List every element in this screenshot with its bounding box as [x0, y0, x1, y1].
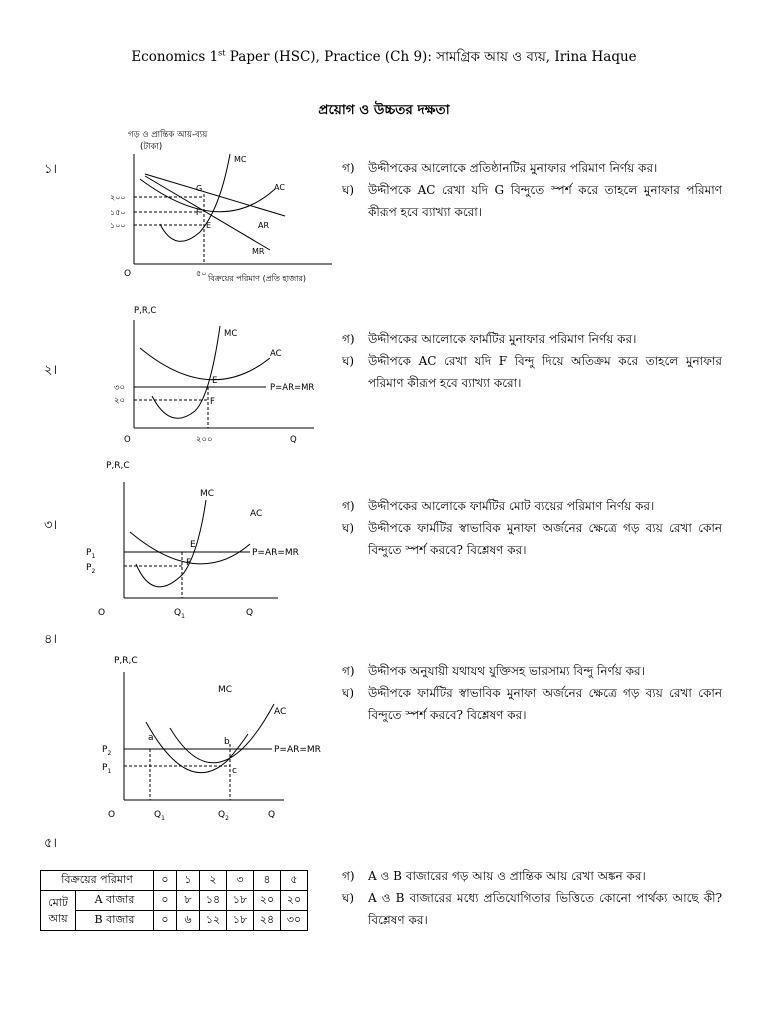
- q4-ac-curve: [170, 704, 274, 763]
- table-header-label: বিক্রয়ের পরিমাণ: [41, 871, 154, 891]
- q3-p1: $P_1$: [86, 548, 96, 560]
- q1-y-title-1: গড় ও প্রান্তিক আয়-ব্যয়: [128, 130, 208, 140]
- q2-origin: O: [124, 435, 131, 445]
- q4-p1: $P_1$: [102, 763, 112, 775]
- q1-y-tick-150: ১৫০: [110, 208, 126, 217]
- table-cell: ২০: [254, 891, 281, 911]
- q1-y-tick-100: ১০০: [110, 221, 126, 230]
- q4-label-mc: MC: [218, 685, 233, 695]
- q4-q1: $Q_1$: [154, 810, 165, 822]
- q1-origin: O: [124, 269, 132, 279]
- table-cell: ১৪: [200, 891, 227, 911]
- graph-q1: [100, 124, 340, 290]
- question-number-1: ১।: [44, 162, 58, 177]
- q5-item-gha-label: ঘ): [342, 891, 355, 905]
- q1-item-ga-text: উদ্দীপকের আলোকে প্রতিষ্ঠানটির মুনাফার পরিমাণ নির্ণয় কর।: [368, 161, 658, 175]
- title-part-1: Economics 1: [131, 49, 219, 65]
- q3-item-gha-text: উদ্দীপকে ফার্মটির স্বাভাবিক মুনাফা অর্জনের ক্ষেত্রে গড় ব্যয় রেখা কোন বিন্দুতে স্পর্শ করবে? বিশ্লেষণ কর।: [368, 521, 722, 557]
- q1-point-e: E: [206, 221, 212, 230]
- q1-item-gha-label: ঘ): [342, 183, 355, 197]
- q4-origin: O: [108, 810, 116, 820]
- question-number-5: ৫।: [44, 836, 58, 851]
- q1-label-mc: MC: [234, 155, 247, 164]
- q2-item-ga-label: গ): [342, 332, 355, 346]
- q3-item-ga-label: গ): [342, 499, 355, 513]
- question-1-items: [342, 157, 722, 223]
- q5-item-ga: [342, 865, 722, 887]
- table-cell: ১৮: [227, 891, 254, 911]
- q4-p2: $P_2$: [102, 745, 112, 757]
- q3-item-gha: [342, 517, 722, 561]
- table-cell: ০: [154, 911, 177, 931]
- q3-point-e: E: [190, 540, 196, 550]
- q5-item-gha-text: A ও B বাজারের মধ্যে প্রতিযোগিতার ভিত্তিতে কোনো পার্থক্য আছে কী? বিশ্লেষণ কর।: [368, 891, 722, 927]
- table-header-cell: ২: [200, 871, 227, 891]
- q3-item-ga: [342, 495, 722, 517]
- table-header-cell: ৩: [227, 871, 254, 891]
- q4-item-gha: [342, 682, 722, 726]
- title-superscript: st: [218, 48, 226, 58]
- q2-label-line: P=AR=MR: [270, 383, 315, 393]
- q1-y-title-2: (টাকা): [140, 142, 163, 152]
- table-cell: ২৪: [254, 911, 281, 931]
- page-title: [0, 46, 768, 69]
- table-row-label: B বাজার: [76, 911, 154, 931]
- table-header-cell: ৫: [281, 871, 308, 891]
- q4-item-gha-text: উদ্দীপকে ফার্মটির স্বাভাবিক মুনাফা অর্জনের ক্ষেত্রে গড় ব্যয় রেখা কোন বিন্দুতে স্পর্শ করবে? বিশ্লেষণ কর।: [368, 686, 722, 722]
- q3-label-line: P=AR=MR: [252, 548, 299, 558]
- q4-item-ga-label: গ): [342, 664, 355, 678]
- q2-item-gha-text: উদ্দীপকে AC রেখা যদি F বিন্দু দিয়ে অতিক্রম করে তাহলে মুনাফার পরিমাণ কীরূপ হবে ব্যাখ্যা করো।: [368, 354, 722, 390]
- q2-item-ga-text: উদ্দীপকের আলোকে ফার্মটির মুনাফার পরিমাণ নির্ণয় কর।: [368, 332, 637, 346]
- table-cell: ৩০: [281, 911, 308, 931]
- graph-q3: [78, 454, 340, 626]
- q4-label-line: P=AR=MR: [274, 745, 321, 755]
- q1-item-gha-text: উদ্দীপকে AC রেখা যদি G বিন্দুতে স্পর্শ করে তাহলে মুনাফার পরিমাণ কীরূপ হবে ব্যাখ্যা করো।: [368, 183, 722, 219]
- section-subtitle: প্রয়োগ ও উচ্চতর দক্ষতা: [318, 102, 450, 118]
- q3-y-title: P,R,C: [106, 461, 130, 471]
- table-cell: ৮: [177, 891, 200, 911]
- q1-mc-curve: [160, 154, 230, 241]
- table-header-cell: ৪: [254, 871, 281, 891]
- table-cell: ২০: [281, 891, 308, 911]
- q2-y-tick-30: ৩০: [114, 383, 126, 393]
- q1-x-title: বিক্রয়ের পরিমাণ (প্রতি হাজার): [208, 274, 307, 283]
- q2-y-title: P,R,C: [134, 306, 157, 316]
- question-number-2: ২।: [44, 363, 58, 378]
- table-cell: ৬: [177, 911, 200, 931]
- question-3-items: [342, 495, 722, 561]
- q5-item-ga-label: গ): [342, 869, 355, 883]
- q3-origin: O: [98, 608, 106, 618]
- q4-item-ga-text: উদ্দীপক অনুযায়ী যথাযথ যুক্তিসহ ভারসাম্য বিন্দু নির্ণয় কর।: [368, 664, 645, 678]
- table-cell: ০: [154, 891, 177, 911]
- table-header-cell: ০: [154, 871, 177, 891]
- q4-x-title: Q: [268, 810, 276, 820]
- table-cell: ১২: [200, 911, 227, 931]
- q2-ac-curve: [140, 348, 270, 380]
- q4-point-b: b: [224, 737, 230, 747]
- question-5-items: [342, 865, 722, 931]
- table-row: [41, 911, 308, 931]
- q1-label-mr: MR: [252, 247, 265, 256]
- q5-item-ga-text: A ও B বাজারের গড় আয় ও প্রান্তিক আয় রেখা অঙ্কন কর।: [368, 869, 646, 883]
- graph-q4: [78, 648, 340, 826]
- q4-item-gha-label: ঘ): [342, 686, 355, 700]
- title-part-2: Paper (HSC), Practice (Ch 9): সামগ্রিক আয় ও ব্যয়, Irina Haque: [225, 49, 637, 65]
- q2-item-gha-label: ঘ): [342, 354, 355, 368]
- q3-q1: $Q_1$: [174, 608, 185, 620]
- q3-x-title: Q: [246, 608, 254, 618]
- q1-x-tick: ৫০: [196, 269, 207, 278]
- question-number-4: ৪।: [44, 632, 58, 647]
- q1-ar-curve: [145, 174, 285, 216]
- table-cell: ১৮: [227, 911, 254, 931]
- q2-label-mc: MC: [224, 329, 238, 339]
- q3-item-gha-label: ঘ): [342, 521, 355, 535]
- q1-label-ac: AC: [274, 183, 285, 192]
- q2-y-tick-20: ২০: [114, 396, 126, 406]
- graph-q2: [100, 296, 340, 448]
- q5-item-gha: [342, 887, 722, 931]
- q3-p2: $P_2$: [86, 563, 96, 575]
- q3-point-f: F: [186, 558, 192, 568]
- table-group-label: মোট আয়: [41, 891, 76, 931]
- question-number-3: ৩।: [44, 518, 58, 533]
- question-2-items: [342, 328, 722, 394]
- q2-x-title: Q: [290, 435, 297, 445]
- table-row-label: A বাজার: [76, 891, 154, 911]
- q4-label-ac: AC: [274, 707, 287, 717]
- q4-q2: $Q_2$: [218, 810, 229, 822]
- q1-y-tick-200: ২০০: [110, 193, 126, 202]
- q1-mr-curve: [145, 176, 270, 250]
- q2-point-e: E: [212, 376, 218, 386]
- table-header-cell: ১: [177, 871, 200, 891]
- q4-item-ga: [342, 660, 722, 682]
- question-4-items: [342, 660, 722, 726]
- q5-revenue-table: [40, 870, 308, 931]
- q2-point-f: F: [210, 397, 215, 407]
- q3-label-mc: MC: [200, 489, 215, 499]
- q4-point-c: c: [232, 766, 237, 776]
- q4-y-title: P,R,C: [114, 656, 138, 666]
- q1-item-ga-label: গ): [342, 161, 355, 175]
- q2-item-gha: [342, 350, 722, 394]
- q3-label-ac: AC: [250, 509, 263, 519]
- q1-label-ar: AR: [258, 221, 270, 230]
- q1-point-f: F: [196, 208, 201, 217]
- q4-point-a: a: [148, 733, 154, 743]
- q2-label-ac: AC: [270, 349, 282, 359]
- q2-x-tick: ২০০: [196, 435, 213, 445]
- q3-item-ga-text: উদ্দীপকের আলোকে ফার্মটির মোট ব্যয়ের পরিমাণ নির্ণয় কর।: [368, 499, 655, 513]
- table-row: [41, 891, 308, 911]
- q1-point-g: G: [196, 184, 203, 193]
- q1-item-gha: [342, 179, 722, 223]
- q2-item-ga: [342, 328, 722, 350]
- table-header-row: [41, 871, 308, 891]
- q1-item-ga: [342, 157, 722, 179]
